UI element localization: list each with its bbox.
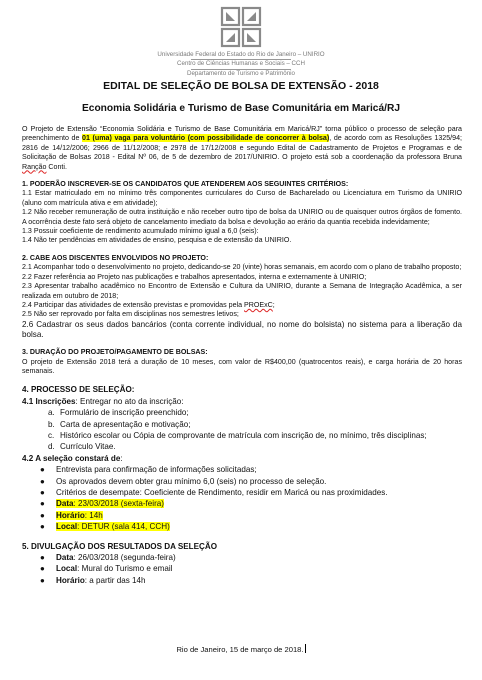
- list-item: [22, 575, 462, 586]
- bullet-icon: ●: [40, 564, 45, 574]
- list-text: Formulário de inscrição preenchido;: [60, 408, 189, 418]
- list-item: [22, 510, 462, 521]
- list-text: Carta de apresentação e motivação;: [60, 419, 191, 429]
- list-item: [22, 552, 462, 563]
- section-5: [22, 541, 462, 587]
- list-text: Os aprovados devem obter grau mínimo 6,0 (seis) no processo de seleção.: [56, 476, 327, 486]
- document-title: EDITAL DE SELEÇÃO DE BOLSA DE EXTENSÃO - 2018: [103, 80, 379, 92]
- section-2-item: 2.5 Não ser reprovado por falta em disciplinas nos semestres letivos;: [22, 310, 239, 319]
- item-value: : 14h: [84, 510, 103, 520]
- results-list: [22, 552, 462, 586]
- item-value: : 23/03/2018 (sexta-feira): [73, 499, 164, 509]
- item-label: Horário: [56, 575, 85, 585]
- bullet-icon: ●: [40, 499, 45, 509]
- section-2-item: [22, 301, 462, 310]
- item-value: : Mural do Turismo e email: [77, 564, 173, 574]
- list-item: [22, 419, 462, 430]
- intro-text: O Projeto de Extensão “Economia Solidária e Turismo de Base Comunitária em Maricá/RJ” torna público o processo de seleção para preenchimento de: [22, 125, 462, 143]
- document-subtitle: Economia Solidária e Turismo de Base Comunitária em Maricá/RJ: [82, 103, 400, 114]
- list-text: Histórico escolar ou Cópia de comprovante de matrícula com inscrição de, no mínimo, três disciplinas;: [60, 430, 427, 440]
- list-item: [22, 407, 462, 418]
- list-text: Currículo Vitae.: [60, 442, 116, 452]
- section-4: [22, 384, 462, 532]
- list-text: Entrevista para confirmação de informações solicitadas;: [56, 465, 257, 475]
- highlighted-location: [56, 522, 170, 531]
- highlighted-time: [56, 511, 103, 520]
- section-1-item: 1.3 Possuir coeficiente de rendimento acumulado mínimo igual a 6,0 (seis):: [22, 227, 259, 236]
- section-5-heading: 5. DIVULGAÇÃO DOS RESULTADOS DA SELEÇÃO: [22, 541, 218, 551]
- list-number: b.: [48, 419, 55, 429]
- item-label: Local: [56, 564, 78, 574]
- subsection-label: 4.1 Inscrições: [22, 396, 76, 406]
- institution-header: [0, 51, 482, 78]
- subsection-label: 4.2 A seleção constará de: [22, 453, 121, 463]
- list-item: [22, 476, 462, 487]
- section-3-heading: 3. DURAÇÃO DO PROJETO/PAGAMENTO DE BOLSAS:: [22, 348, 208, 357]
- section-2-heading: 2. CABE AOS DISCENTES ENVOLVIDOS NO PROJETO:: [22, 253, 209, 262]
- bullet-icon: ●: [40, 476, 45, 486]
- item-value: : a partir das 14h: [84, 575, 146, 585]
- intro-text: , de acordo com as Resoluções 1325/94; 2816 de 14/12/2006; 2966 de 11/12/2008; e 2978 de 17/12/2008 e segundo Edital de Cadastramento de Projetos e Programas e de Solicitação de Bolsas 2018 - Edital Nº 06, de 5 de dezembro de 2017/UNIRIO. O projeto está sob a coordenação da professora Bruna: [22, 134, 463, 162]
- section-1-item: 1.4 Não ter pendências em atividades de ensino, pesquisa e de extensão da UNIRIO.: [22, 236, 292, 245]
- selection-criteria-list: [22, 464, 462, 532]
- list-item: [22, 441, 462, 452]
- item-label: Data: [56, 553, 74, 563]
- signature-date-line: [0, 644, 482, 654]
- list-item: [22, 464, 462, 475]
- section-2-item: 2.1 Acompanhar todo o desenvolvimento no projeto, dedicando-se 20 (vinte) horas semanais, em acordo com o plano de trabalho proposto;: [22, 263, 462, 272]
- university-logo: [220, 6, 262, 48]
- header-line-center: Centro de Ciências Humanas e Sociais – CCH: [177, 60, 305, 68]
- spellcheck-word: PROExC: [244, 300, 273, 309]
- section-1-item: 1.2 Não receber remuneração de outra instituição e não receber outro tipo de bolsa da UNIRIO ou de quaisquer outros órgãos de fomento. A ocorrência deste fato será objeto de cancelamento imediato da bolsa e devolução ao erário da quantia recebida indevidamente;: [22, 208, 462, 226]
- bullet-icon: ●: [40, 553, 45, 563]
- document-body: [22, 125, 462, 586]
- section-1-heading: 1. PODERÃO INSCREVER-SE OS CANDIDATOS QUE ATENDEREM AOS SEGUINTES CRITÉRIOS:: [22, 180, 349, 189]
- section-2-item: 2.6 Cadastrar os seus dados bancários (conta corrente individual, no nome do bolsista) no sistema para a liberação da bolsa.: [22, 319, 462, 339]
- highlighted-date: [56, 499, 164, 508]
- item-value: : 26/03/2018 (segunda-feira): [73, 553, 176, 563]
- bullet-icon: ●: [40, 575, 45, 585]
- list-item: [22, 498, 462, 509]
- section-2-item: 2.3 Apresentar trabalho acadêmico no Encontro de Extensão e Cultura da UNIRIO, durante a Semana de Integração Acadêmica, a ser realizada em outubro de 2018;: [22, 282, 462, 300]
- section-3-text: O projeto de Extensão 2018 terá a duração de 10 meses, com valor de R$400,00 (quatrocentos reais), e carga horária de 20 horas semanais.: [22, 357, 462, 375]
- list-item: [22, 521, 462, 532]
- subsection-4-2: [22, 453, 462, 464]
- bullet-icon: ●: [40, 510, 45, 520]
- list-number: d.: [48, 442, 55, 452]
- list-item: [22, 487, 462, 498]
- bullet-icon: ●: [40, 488, 45, 497]
- bullet-icon: ●: [40, 522, 45, 532]
- item-label: Local: [56, 522, 78, 532]
- section-1-item: 1.1 Estar matriculado em no mínimo três componentes curriculares do Curso de Bacharelado ou Licenciatura em Turismo da UNIRIO (aluno com matrícula ativa e em atividade);: [22, 189, 462, 207]
- section-4-heading: 4. PROCESSO DE SELEÇÃO:: [22, 385, 135, 395]
- list-number: a.: [48, 408, 55, 418]
- spellcheck-word: Ranção: [22, 162, 47, 171]
- item-text: ;: [272, 300, 275, 309]
- intro-paragraph: [22, 125, 462, 172]
- footer-text: Rio de Janeiro, 15 de março de 2018.: [176, 645, 304, 654]
- section-2-item: 2.2 Fazer referência ao Projeto nas publicações e trabalhos apresentados, interna e externamente à UNIRIO;: [22, 272, 367, 281]
- list-number: c.: [48, 430, 55, 440]
- application-documents-list: [22, 407, 462, 453]
- subsection-4-1: [22, 396, 462, 407]
- subsection-text: :: [120, 453, 123, 463]
- list-item: [22, 563, 462, 574]
- highlighted-vacancy: 01 (uma) vaga para voluntário (com possibilidade de concorrer à bolsa): [82, 134, 330, 143]
- item-label: Data: [56, 499, 74, 509]
- subsection-text: : Entregar no ato da inscrição:: [75, 396, 184, 406]
- list-text: Critérios de desempate: Coeficiente de Rendimento, residir em Maricá ou nas proximidades.: [56, 488, 388, 497]
- list-item: [22, 430, 462, 441]
- header-line-university: Universidade Federal do Estado do Rio de Janeiro – UNIRIO: [157, 51, 325, 58]
- item-label: Horário: [56, 510, 85, 520]
- text-cursor: [305, 644, 306, 653]
- item-text: 2.4 Participar das atividades de extensão previstas e promovidas pela: [22, 300, 245, 309]
- bullet-icon: ●: [40, 465, 45, 475]
- item-value: : DETUR (sala 414, CCH): [77, 522, 170, 532]
- intro-text: Conti.: [46, 162, 67, 171]
- header-line-department: Departamento de Turismo e Patrimônio: [187, 69, 295, 77]
